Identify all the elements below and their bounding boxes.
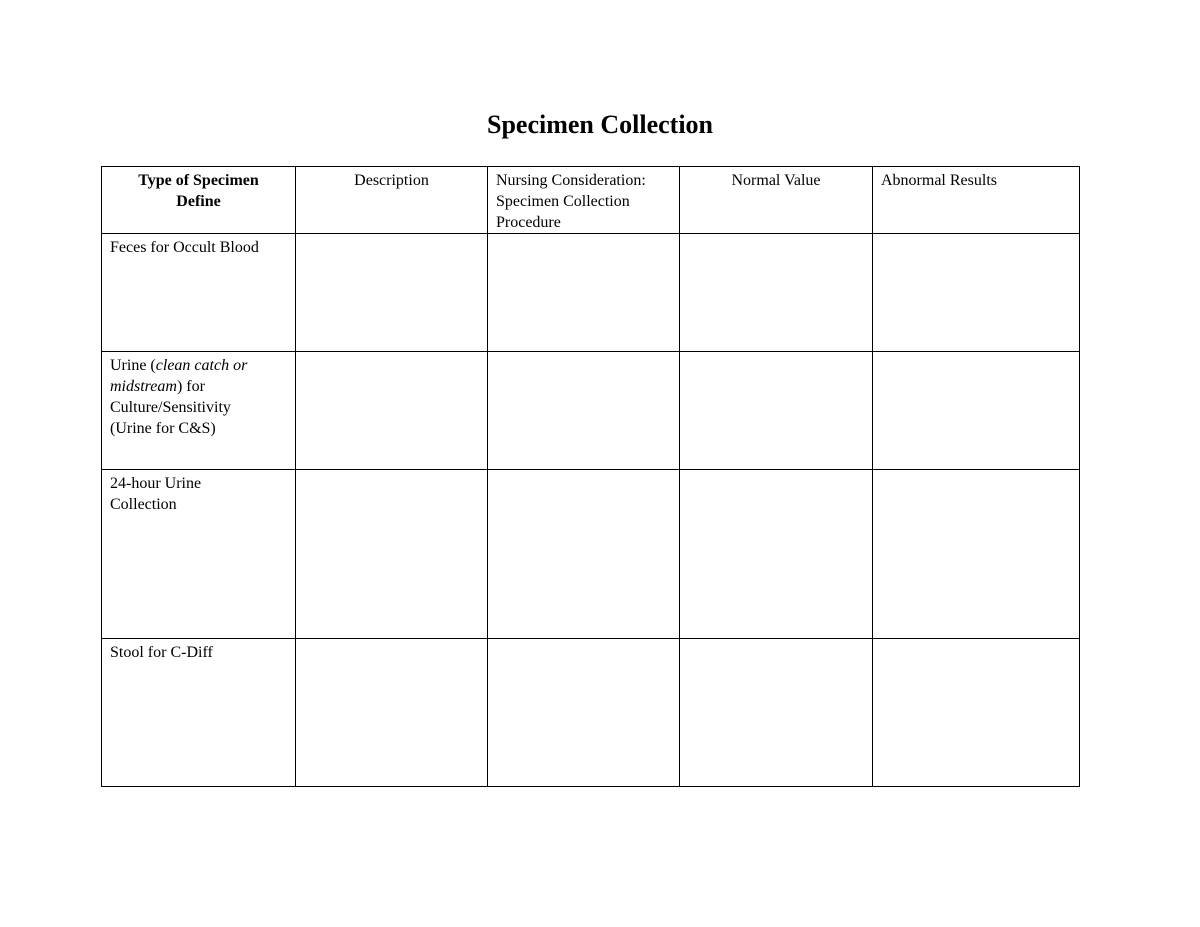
header-description — [296, 167, 488, 234]
specimen-line2 — [110, 376, 287, 397]
specimen-text: Urine ( — [110, 357, 156, 374]
specimen-italic-text: clean catch or — [155, 357, 248, 374]
normal-value-cell[interactable] — [680, 639, 873, 787]
header-normal-value-label: Normal Value — [731, 172, 821, 189]
header-description-label: Description — [354, 172, 429, 189]
header-nursing-line3: Procedure — [496, 214, 561, 231]
header-nursing-line2: Specimen Collection — [496, 193, 630, 210]
specimen-italic-text: midstream — [110, 378, 177, 395]
abnormal-results-cell[interactable] — [873, 470, 1080, 639]
normal-value-cell[interactable] — [680, 470, 873, 639]
specimen-cell — [102, 234, 296, 352]
abnormal-results-cell[interactable] — [873, 639, 1080, 787]
nursing-consideration-cell[interactable] — [488, 234, 680, 352]
specimen-line2: Collection — [110, 496, 177, 513]
header-type-of-specimen — [102, 167, 296, 234]
header-abnormal-results-label: Abnormal Results — [881, 172, 997, 189]
specimen-label: Stool for C-Diff — [110, 644, 213, 661]
specimen-text: ) for — [176, 378, 205, 395]
header-nursing-consideration — [488, 167, 680, 234]
specimen-cell — [102, 470, 296, 639]
nursing-consideration-cell[interactable] — [488, 639, 680, 787]
table-row — [102, 352, 1080, 470]
specimen-table — [101, 166, 1080, 787]
specimen-line1 — [110, 355, 287, 376]
description-cell[interactable] — [296, 470, 488, 639]
table-row — [102, 639, 1080, 787]
table-row — [102, 234, 1080, 352]
page-title: Specimen Collection — [486, 110, 714, 139]
header-abnormal-results — [873, 167, 1080, 234]
specimen-line4: (Urine for C&S) — [110, 420, 216, 437]
header-type-line1: Type of Specimen — [138, 172, 259, 189]
normal-value-cell[interactable] — [680, 352, 873, 470]
normal-value-cell[interactable] — [680, 234, 873, 352]
specimen-line1: 24-hour Urine — [110, 475, 202, 492]
header-nursing-line1: Nursing Consideration: — [496, 172, 646, 189]
nursing-consideration-cell[interactable] — [488, 470, 680, 639]
abnormal-results-cell[interactable] — [873, 352, 1080, 470]
header-type-line2: Define — [176, 193, 221, 210]
table-header-row — [102, 167, 1080, 234]
header-normal-value — [680, 167, 873, 234]
description-cell[interactable] — [296, 639, 488, 787]
specimen-label: Feces for Occult Blood — [110, 239, 259, 256]
table-row — [102, 470, 1080, 639]
specimen-cell — [102, 352, 296, 470]
description-cell[interactable] — [296, 352, 488, 470]
abnormal-results-cell[interactable] — [873, 234, 1080, 352]
specimen-cell — [102, 639, 296, 787]
nursing-consideration-cell[interactable] — [488, 352, 680, 470]
description-cell[interactable] — [296, 234, 488, 352]
specimen-line3: Culture/Sensitivity — [110, 399, 231, 416]
